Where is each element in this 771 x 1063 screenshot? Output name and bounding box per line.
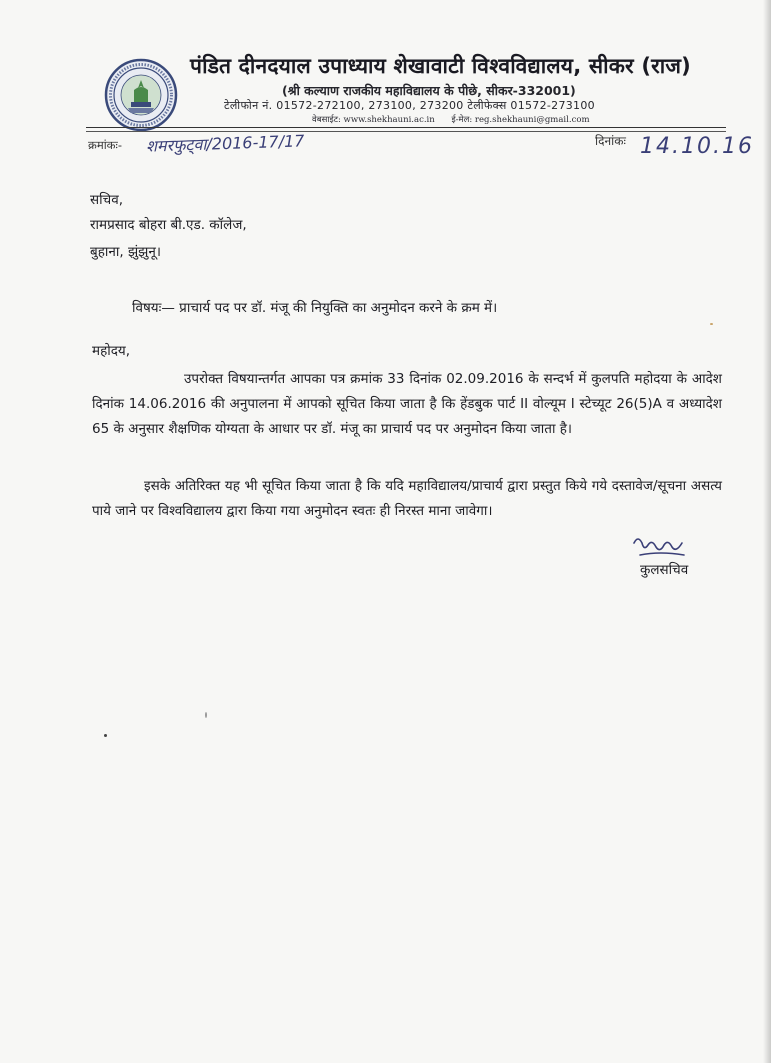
subject-line: विषयः— प्राचार्य पद पर डॉ. मंजू की नियुक्ति का अनुमोदन करने के क्रम में। [132, 300, 498, 316]
page-edge-shadow [763, 0, 771, 1063]
signatory-title: कुलसचिव [640, 562, 689, 578]
university-name-heading: पंडित दीनदयाल उपाध्याय शेखावाटी विश्वविद्यालय, सीकर (राज) [190, 54, 691, 78]
scan-speck [205, 712, 207, 718]
university-seal-logo [104, 58, 178, 132]
scan-speck [710, 323, 713, 325]
recipient-line-2: रामप्रसाद बोहरा बी.एड. कॉलेज, [90, 217, 247, 233]
university-web-line [312, 114, 604, 125]
date-label: दिनांकः [595, 134, 626, 148]
reference-label: क्रमांकः- [88, 138, 122, 152]
website-text: वेबसाईट: www.shekhauni.ac.in [312, 115, 435, 125]
recipient-line-1: सचिव, [90, 192, 123, 208]
university-phone-line: टेलीफोन नं. 01572-272100, 273100, 273200 टेलीफेक्स 01572-273100 [224, 99, 595, 112]
salutation: महोदय, [92, 343, 131, 359]
email-text: ई-मेल: reg.shekhauni@gmail.com [451, 115, 590, 125]
date-handwritten: 14.10.16 [640, 134, 754, 159]
scan-speck [104, 734, 107, 737]
university-address: (श्री कल्याण राजकीय महाविद्यालय के पीछे, सीकर-332001) [282, 83, 576, 98]
header-rule [86, 127, 726, 128]
header-rule-thin [86, 131, 726, 132]
reference-number-handwritten: शमरफुट्वा/2016-17/17 [145, 131, 305, 156]
registrar-signature [630, 533, 690, 563]
recipient-line-3: बुहाना, झुंझुनू। [90, 244, 161, 260]
body-paragraph-1: उपरोक्त विषयान्तर्गत आपका पत्र क्रमांक 33 दिनांक 02.09.2016 के सन्दर्भ में कुलपति महोदया के आदेश दिनांक 14.06.2016 की अनुपालना में आपको सूचित किया जाता है कि हेंडबुक पार्ट II वोल्यूम I स्टेच्यूट 26(5)A व अध्यादेश 65 के अनुसार शैक्षणिक योग्यता के आधार पर डॉ. मंजू का प्राचार्य पद पर अनुमोदन किया जाता है। [92, 371, 722, 437]
body-paragraph-2: इसके अतिरिक्त यह भी सूचित किया जाता है कि यदि महाविद्यालय/प्राचार्य द्वारा प्रस्तुत किये गये दस्तावेज/सूचना असत्य पाये जाने पर विश्वविद्यालय द्वारा किया गया अनुमोदन स्वतः ही निरस्त माना जावेगा। [92, 478, 722, 519]
